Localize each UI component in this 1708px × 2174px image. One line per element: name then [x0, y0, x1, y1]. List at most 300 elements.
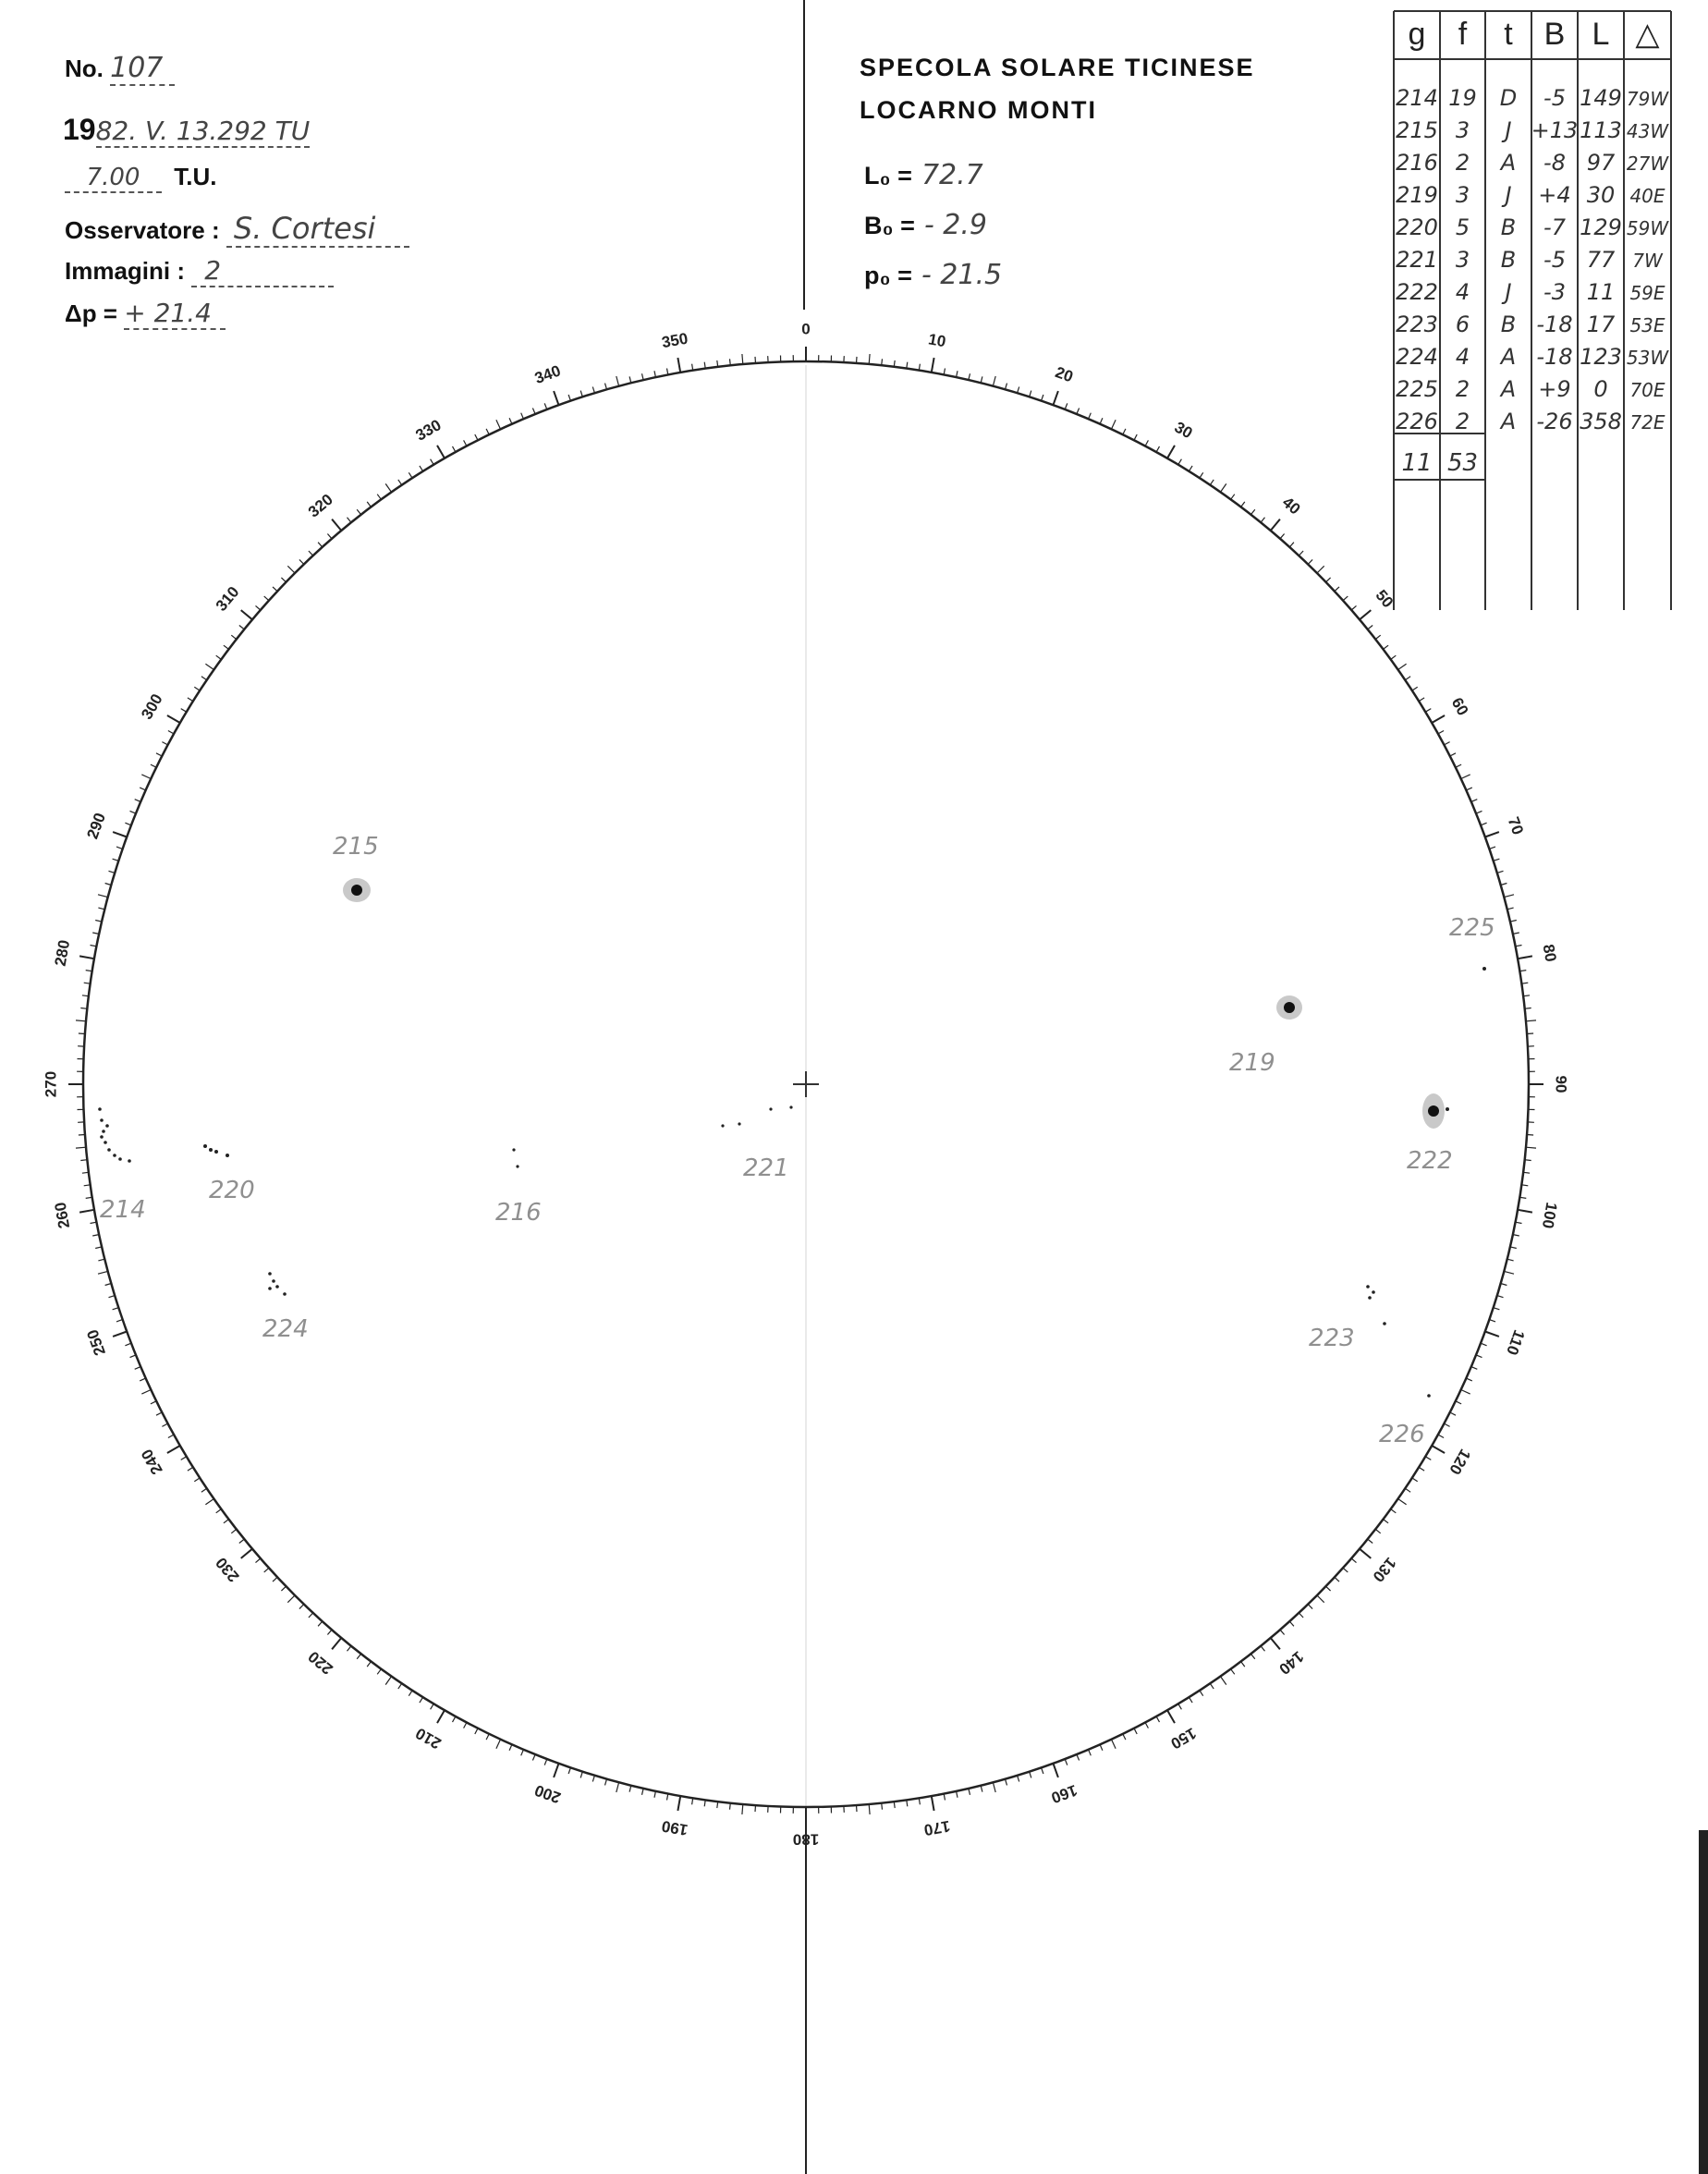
- scale-tick: [742, 354, 743, 364]
- scale-tick: [241, 1549, 252, 1558]
- scale-tick: [80, 1160, 87, 1161]
- scale-label: 130: [1369, 1554, 1400, 1586]
- observer-value: S. Cortesi: [226, 211, 409, 248]
- scale-tick: [1375, 1529, 1381, 1533]
- table-cell: 77: [1586, 247, 1616, 273]
- scale-tick: [420, 466, 423, 471]
- group-label: 222: [1407, 1147, 1453, 1175]
- scale-tick: [755, 1805, 756, 1812]
- scale-label: 100: [1538, 1201, 1561, 1230]
- scale-tick: [642, 373, 644, 380]
- scale-tick: [642, 1789, 644, 1795]
- scale-tick: [1445, 1423, 1450, 1426]
- scale-tick: [420, 1697, 423, 1703]
- scale-tick: [882, 359, 883, 365]
- scale-tick: [224, 645, 229, 649]
- scale-tick: [1167, 446, 1175, 458]
- sunspot-dot: [268, 1272, 272, 1276]
- table-cell: 3: [1455, 182, 1470, 208]
- group-label: 223: [1309, 1325, 1355, 1352]
- scale-tick: [1123, 429, 1126, 434]
- scale-tick: [521, 1750, 524, 1756]
- scale-tick: [1189, 1697, 1192, 1703]
- scale-label: 140: [1275, 1647, 1308, 1679]
- table-cell: -3: [1543, 279, 1566, 305]
- scale-tick: [544, 1759, 547, 1765]
- table-cell: 222: [1396, 279, 1438, 305]
- observer-label: Osservatore :: [65, 216, 220, 244]
- scale-tick: [135, 800, 141, 802]
- scale-tick: [1450, 1412, 1456, 1415]
- table-cell: 53W: [1626, 347, 1669, 369]
- scale-tick: [568, 395, 570, 401]
- table-cell: 0: [1593, 376, 1608, 402]
- scale-tick: [1466, 788, 1471, 790]
- scale-tick: [151, 764, 156, 767]
- scale-label: 300: [138, 690, 166, 723]
- scale-tick: [509, 418, 512, 423]
- scale-tick: [79, 1033, 85, 1034]
- table-cell: 129: [1580, 214, 1622, 240]
- sunspot-dot: [100, 1118, 104, 1122]
- scale-tick: [544, 403, 547, 409]
- scale-tick: [1335, 1577, 1339, 1582]
- scale-tick: [409, 472, 412, 478]
- scale-tick: [309, 1613, 313, 1618]
- scale-label: 220: [304, 1647, 336, 1679]
- scale-tick: [1250, 1654, 1254, 1659]
- scale-tick: [1231, 495, 1235, 500]
- table-cell: -18: [1536, 311, 1573, 337]
- scale-tick: [125, 1343, 131, 1346]
- table-cell: 11: [1586, 279, 1616, 305]
- table-cell: +13: [1531, 117, 1579, 143]
- scale-tick: [654, 1791, 655, 1798]
- sunspot-dot: [113, 1154, 116, 1157]
- group-label: 226: [1379, 1421, 1425, 1448]
- L0-label: L₀ =: [864, 162, 912, 189]
- scale-tick: [141, 775, 151, 779]
- scale-tick: [92, 933, 99, 934]
- scale-tick: [1042, 395, 1043, 401]
- table-cell: 59W: [1626, 217, 1669, 239]
- scale-tick: [367, 502, 371, 507]
- sunspot-dot: [789, 1105, 792, 1108]
- table-cell: -8: [1543, 150, 1566, 176]
- scale-tick: [1326, 578, 1331, 582]
- sunspot-dot: [738, 1122, 740, 1125]
- images-value: 2: [191, 255, 334, 287]
- scale-tick: [554, 391, 558, 405]
- table-cell: J: [1505, 117, 1512, 143]
- scale-tick: [98, 1271, 108, 1274]
- scale-tick: [1326, 1586, 1331, 1591]
- scale-tick: [1425, 1457, 1431, 1460]
- scale-tick: [1461, 775, 1470, 779]
- table-cell: 216: [1396, 150, 1438, 176]
- table-cell: 19: [1448, 85, 1477, 111]
- table-header: L: [1592, 17, 1610, 52]
- scale-tick: [1280, 534, 1285, 539]
- scale-tick: [167, 715, 180, 723]
- scale-tick: [1089, 1750, 1092, 1756]
- scale-tick: [1299, 551, 1303, 556]
- scale-tick: [1494, 1308, 1500, 1310]
- sunspot-dot: [1372, 1290, 1375, 1294]
- scale-label: 50: [1372, 586, 1397, 612]
- scale-tick: [1335, 587, 1339, 592]
- table-cell: -7: [1543, 214, 1566, 240]
- sunspot-umbra: [351, 885, 362, 896]
- scale-tick: [1461, 1390, 1470, 1395]
- scale-tick: [969, 1789, 970, 1795]
- scale-tick: [1425, 709, 1431, 713]
- sunspot-dot: [1366, 1285, 1370, 1289]
- scale-tick: [1456, 764, 1461, 767]
- table-cell: A: [1500, 376, 1517, 402]
- scale-tick: [181, 1457, 187, 1460]
- scale-tick: [1289, 543, 1294, 547]
- sunspot-umbra: [1428, 1105, 1439, 1117]
- scale-label: 290: [83, 810, 110, 842]
- table-cell: 123: [1580, 344, 1622, 370]
- sunspot-dot: [209, 1148, 213, 1152]
- scale-tick: [80, 1008, 87, 1009]
- scale-tick: [377, 495, 381, 500]
- scale-tick: [1507, 908, 1514, 910]
- scale-tick: [1489, 1320, 1495, 1322]
- scale-tick: [1100, 1744, 1103, 1750]
- scale-tick: [1054, 1764, 1058, 1777]
- scale-tick: [95, 921, 102, 922]
- scale-tick: [1145, 440, 1148, 446]
- scale-tick: [1054, 391, 1058, 405]
- sunspot-dot: [102, 1130, 105, 1133]
- scale-tick: [932, 358, 934, 373]
- scale-tick: [1476, 1355, 1482, 1358]
- scale-tick: [1527, 1135, 1533, 1136]
- scale-tick: [205, 1499, 214, 1505]
- scale-label: 30: [1171, 418, 1196, 443]
- sunspot-dot: [1368, 1296, 1372, 1300]
- scale-tick: [79, 1135, 85, 1136]
- scale-label: 180: [792, 1830, 820, 1849]
- scale-tick: [1100, 418, 1103, 423]
- scale-tick: [1450, 753, 1456, 756]
- scale-tick: [1445, 742, 1450, 745]
- scale-tick: [1134, 1728, 1137, 1734]
- scale-tick: [287, 566, 295, 573]
- scale-tick: [256, 1558, 261, 1563]
- table-cell: 2: [1455, 376, 1470, 402]
- scale-tick: [385, 483, 391, 492]
- scale-tick: [367, 1662, 371, 1667]
- scale-tick: [532, 409, 535, 414]
- sunspot-dot: [769, 1107, 772, 1110]
- table-header: f: [1458, 17, 1468, 52]
- scale-tick: [580, 1772, 582, 1778]
- scale-tick: [1317, 1595, 1324, 1603]
- scale-tick: [1351, 1558, 1356, 1563]
- sunspot-dot: [226, 1154, 229, 1157]
- scale-tick: [241, 610, 252, 619]
- scale-tick: [1518, 1210, 1532, 1213]
- sunspot-dot: [214, 1150, 218, 1154]
- scale-tick: [496, 1740, 501, 1749]
- sunspot-dot: [516, 1165, 518, 1167]
- scale-tick: [532, 1754, 535, 1760]
- table-cell: +9: [1538, 376, 1571, 402]
- scale-tick: [1134, 434, 1137, 440]
- group-label: 221: [743, 1154, 789, 1182]
- table-cell: 221: [1396, 247, 1438, 273]
- scale-tick: [486, 1734, 489, 1740]
- scale-tick: [1398, 664, 1407, 669]
- sunspot-dot: [1383, 1322, 1386, 1325]
- scale-tick: [1221, 1677, 1226, 1685]
- scale-tick: [1112, 1740, 1116, 1749]
- scale-tick: [431, 1704, 434, 1709]
- scale-tick: [194, 1478, 200, 1482]
- scale-tick: [993, 1782, 995, 1792]
- scale-tick: [1485, 832, 1499, 837]
- scale-tick: [1476, 811, 1482, 813]
- scale-tick: [1510, 1247, 1517, 1249]
- scan-edge: [1699, 1830, 1708, 2174]
- scale-tick: [92, 1235, 99, 1236]
- scale-tick: [1432, 715, 1445, 723]
- scale-tick: [1343, 1568, 1348, 1572]
- scale-tick: [437, 446, 445, 458]
- scale-tick: [281, 578, 286, 582]
- table-cell: 220: [1396, 214, 1438, 240]
- table-cell: 358: [1580, 409, 1622, 434]
- scale-label: 250: [83, 1326, 110, 1359]
- scale-tick: [273, 587, 277, 592]
- sunspot-dot: [118, 1157, 122, 1161]
- scale-tick: [1375, 635, 1381, 639]
- scale-tick: [1360, 1549, 1371, 1558]
- scale-tick: [201, 677, 207, 680]
- scale-tick: [130, 811, 136, 813]
- scale-tick: [1299, 1613, 1303, 1618]
- scale-tick: [1526, 1020, 1536, 1021]
- scale-tick: [113, 1332, 127, 1337]
- sunspot-dot: [721, 1124, 724, 1127]
- scale-tick: [125, 823, 131, 825]
- scale-tick: [1384, 645, 1389, 649]
- observatory-location: LOCARNO MONTI: [860, 96, 1097, 124]
- scale-tick: [616, 1782, 619, 1792]
- scale-tick: [509, 1744, 512, 1750]
- scale-tick: [76, 1147, 86, 1148]
- scale-tick: [496, 420, 501, 429]
- scale-tick: [231, 1529, 237, 1533]
- table-cell: 17: [1586, 311, 1616, 337]
- scale-tick: [1261, 1646, 1264, 1652]
- scale-tick: [116, 847, 123, 849]
- table-header: g: [1408, 17, 1426, 52]
- scale-tick: [857, 357, 858, 363]
- scale-tick: [464, 440, 467, 446]
- scale-tick: [264, 596, 269, 601]
- scale-tick: [1077, 1754, 1080, 1760]
- year-prefix: 19: [63, 113, 96, 146]
- sunspot-dot: [1482, 967, 1486, 971]
- scale-label: 0: [801, 320, 811, 338]
- scale-label: 200: [531, 1780, 564, 1807]
- sunspot-dot: [98, 1107, 102, 1111]
- scale-tick: [140, 1378, 145, 1381]
- table-cell: 6: [1455, 311, 1470, 337]
- scale-tick: [882, 1803, 883, 1810]
- table-cell: 5: [1455, 214, 1470, 240]
- scale-tick: [1200, 1691, 1203, 1696]
- scale-tick: [348, 518, 351, 523]
- scale-label: 10: [926, 330, 947, 351]
- scale-tick: [113, 1308, 119, 1310]
- scale-tick: [1481, 1343, 1487, 1346]
- scale-tick: [95, 1247, 102, 1249]
- scale-tick: [162, 1423, 167, 1426]
- scale-tick: [299, 1605, 304, 1609]
- group-label: 219: [1229, 1049, 1275, 1077]
- scale-tick: [654, 371, 655, 377]
- table-cell: 72E: [1629, 411, 1665, 434]
- scale-tick: [1438, 1435, 1444, 1437]
- scale-tick: [1030, 391, 1031, 397]
- scale-tick: [1504, 1271, 1514, 1274]
- scale-tick: [1419, 1467, 1424, 1471]
- scale-tick: [309, 551, 313, 556]
- scale-label: 320: [304, 490, 336, 521]
- scale-tick: [168, 731, 174, 734]
- P0-value: - 21.5: [921, 259, 1003, 291]
- scale-tick: [1405, 677, 1410, 680]
- scale-tick: [1271, 1638, 1280, 1649]
- group-label: 216: [495, 1199, 542, 1227]
- table-cell: 215: [1396, 117, 1438, 143]
- scale-tick: [1485, 1332, 1499, 1337]
- table-cell: A: [1500, 150, 1517, 176]
- scale-tick: [357, 509, 360, 515]
- scale-tick: [1241, 1662, 1245, 1667]
- scale-tick: [981, 376, 982, 383]
- table-cell: 113: [1580, 117, 1622, 143]
- group-table: [1394, 11, 1671, 610]
- scale-tick: [475, 434, 478, 440]
- scale-label: 70: [1504, 814, 1527, 837]
- group-label: 224: [262, 1315, 309, 1343]
- scale-tick: [1412, 1478, 1418, 1482]
- scale-tick: [1466, 1378, 1471, 1381]
- scale-tick: [1189, 466, 1192, 471]
- scale-tick: [201, 1488, 207, 1492]
- table-cell: -5: [1543, 85, 1566, 111]
- scale-tick: [1456, 1401, 1461, 1404]
- scale-tick: [1525, 1008, 1531, 1009]
- scale-tick: [167, 1446, 180, 1453]
- table-cell: 79W: [1626, 88, 1669, 110]
- scale-label: 330: [412, 416, 445, 445]
- scale-label: 350: [660, 329, 689, 352]
- scale-tick: [1123, 1734, 1126, 1740]
- scale-tick: [357, 1654, 360, 1659]
- scale-tick: [1518, 956, 1532, 959]
- scale-tick: [1405, 1488, 1410, 1492]
- table-cell: 7W: [1632, 250, 1663, 272]
- scale-label: 310: [212, 582, 243, 615]
- scale-tick: [1271, 519, 1280, 531]
- number-label: No.: [65, 55, 104, 82]
- scale-tick: [932, 1796, 934, 1811]
- scale-tick: [216, 1509, 222, 1513]
- scale-tick: [156, 753, 162, 756]
- table-cell: 4: [1455, 279, 1470, 305]
- scale-tick: [1178, 1704, 1182, 1709]
- table-cell: A: [1500, 344, 1517, 370]
- scale-tick: [1368, 626, 1373, 629]
- sunspot-dot: [275, 1285, 279, 1289]
- scale-tick: [162, 742, 167, 745]
- P0-label: p₀ =: [864, 262, 912, 289]
- sunspot-dot: [1446, 1107, 1449, 1111]
- scale-tick: [616, 376, 619, 386]
- scale-tick: [205, 664, 214, 669]
- table-header: B: [1543, 17, 1566, 52]
- scale-tick: [1156, 446, 1159, 452]
- sunspot-umbra: [1284, 1002, 1295, 1013]
- table-cell: 70E: [1629, 379, 1665, 401]
- scale-tick: [327, 1630, 332, 1634]
- table-cell: 4: [1455, 344, 1470, 370]
- scale-tick: [140, 788, 145, 790]
- scale-label: 230: [212, 1554, 243, 1586]
- scale-tick: [1167, 1710, 1175, 1723]
- scale-tick: [409, 1691, 412, 1696]
- scale-label: 210: [412, 1724, 445, 1753]
- table-cell: 214: [1396, 85, 1438, 111]
- table-cell: 30: [1586, 182, 1616, 208]
- scale-tick: [281, 1586, 286, 1591]
- scale-tick: [1494, 859, 1500, 861]
- total-groups: 11: [1401, 449, 1433, 477]
- table-cell: A: [1500, 409, 1517, 434]
- scale-tick: [79, 1210, 94, 1213]
- scale-tick: [1210, 1683, 1214, 1689]
- table-cell: 97: [1586, 150, 1616, 176]
- table-cell: 3: [1455, 247, 1470, 273]
- sunspot-dot: [512, 1148, 515, 1151]
- table-cell: B: [1500, 311, 1517, 337]
- scale-tick: [1489, 847, 1495, 849]
- scale-tick: [216, 655, 222, 659]
- scale-tick: [521, 413, 524, 420]
- scale-tick: [1384, 1520, 1389, 1523]
- scale-tick: [437, 1710, 445, 1723]
- scale-tick: [1527, 1033, 1533, 1034]
- scale-tick: [869, 354, 870, 364]
- scale-tick: [1289, 1621, 1294, 1626]
- scale-tick: [1241, 502, 1245, 507]
- scale-tick: [1419, 698, 1424, 702]
- scale-tick: [1030, 1772, 1031, 1778]
- B0-label: B₀ =: [864, 212, 915, 239]
- scale-tick: [1391, 1509, 1397, 1513]
- scale-tick: [1210, 480, 1214, 485]
- table-cell: 27W: [1626, 153, 1669, 175]
- sunspot-dot: [104, 1141, 107, 1144]
